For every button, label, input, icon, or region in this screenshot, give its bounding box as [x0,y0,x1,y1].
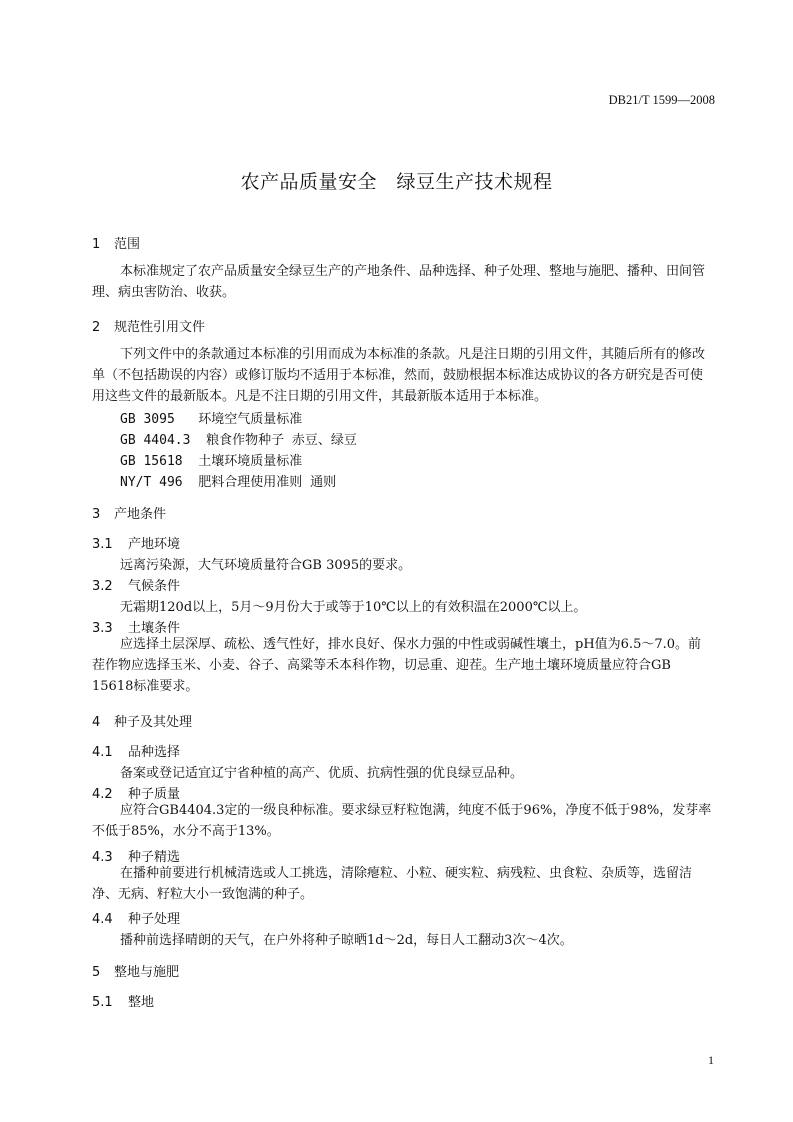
subsection-heading-5-1: 5.1 整地 [92,995,155,1010]
subsection-3-1-text: 远离污染源，大气环境质量符合GB 3095的要求。 [120,558,412,573]
subsection-heading-4-2: 4.2 种子质量 [92,787,181,802]
reference-item: GB 4404.3 粮食作物种子 赤豆、绿豆 [120,433,357,448]
section-heading-4: 4 种子及其处理 [92,715,193,730]
subsection-heading-4-1: 4.1 品种选择 [92,745,181,760]
reference-item: NY/T 496 肥料合理使用准则 通则 [120,475,337,490]
subsection-heading-4-3: 4.3 种子精选 [92,850,181,865]
subsection-3-3-text: 应选择土层深厚、疏松、透气性好，排水良好、保水力强的中性或弱碱性壤土，pH值为6.5～7.0。前茬作物应选择玉米、小麦、谷子、高粱等禾本科作物，切忌重、迎茬。生产地土壤环境质量应符合GB 15618标准要求。 [92,637,702,694]
reference-item: GB 3095 环境空气质量标准 [120,412,303,427]
section-heading-5: 5 整地与施肥 [92,965,180,980]
subsection-4-1-text: 备案或登记适宜辽宁省种植的高产、优质、抗病性强的优良绿豆品种。 [120,766,524,781]
subsection-4-4-text: 播种前选择晴朗的天气，在户外将种子晾晒1d～2d，每日人工翻动3次～4次。 [120,933,573,948]
section-heading-2: 2 规范性引用文件 [92,320,206,335]
page-number: 1 [708,1053,714,1067]
document-title: 农产品质量安全 绿豆生产技术规程 [240,171,553,193]
subsection-4-3-text: 在播种前要进行机械清选或人工挑选，清除瘪粒、小粒、硬实粒、病残粒、虫食粒、杂质等，选留洁净、无病、籽粒大小一致饱满的种子。 [92,866,693,902]
subsection-heading-3-1: 3.1 产地环境 [92,537,181,552]
reference-item: GB 15618 土壤环境质量标准 [120,454,303,469]
subsection-heading-3-2: 3.2 气候条件 [92,579,181,594]
section-2-paragraph: 下列文件中的条款通过本标准的引用而成为本标准的条款。凡是注日期的引用文件，其随后所有的修改单（不包括勘误的内容）或修订版均不适用于本标准，然而，鼓励根据本标准达成协议的各方研究是否可使用这些文件的最新版本。凡是不注日期的引用文件，其最新版本适用于本标准。 [92,347,706,404]
subsection-heading-3-3: 3.3 土壤条件 [92,621,181,636]
subsection-4-2-text: 应符合GB4404.3定的一级良种标准。要求绿豆籽粒饱满，纯度不低于96%，净度不低于98%，发芽率不低于85%，水分不高于13%。 [92,803,712,839]
section-1-paragraph: 本标准规定了农产品质量安全绿豆生产的产地条件、品种选择、种子处理、整地与施肥、播种、田间管理、病虫害防治、收获。 [92,264,706,300]
subsection-heading-4-4: 4.4 种子处理 [92,912,181,927]
subsection-3-2-text: 无霜期120d以上，5月～9月份大于或等于10℃以上的有效积温在2000℃以上。 [120,600,587,615]
section-heading-1: 1 范围 [92,237,141,252]
section-heading-3: 3 产地条件 [92,507,167,522]
standard-code: DB21/T 1599—2008 [608,93,715,107]
